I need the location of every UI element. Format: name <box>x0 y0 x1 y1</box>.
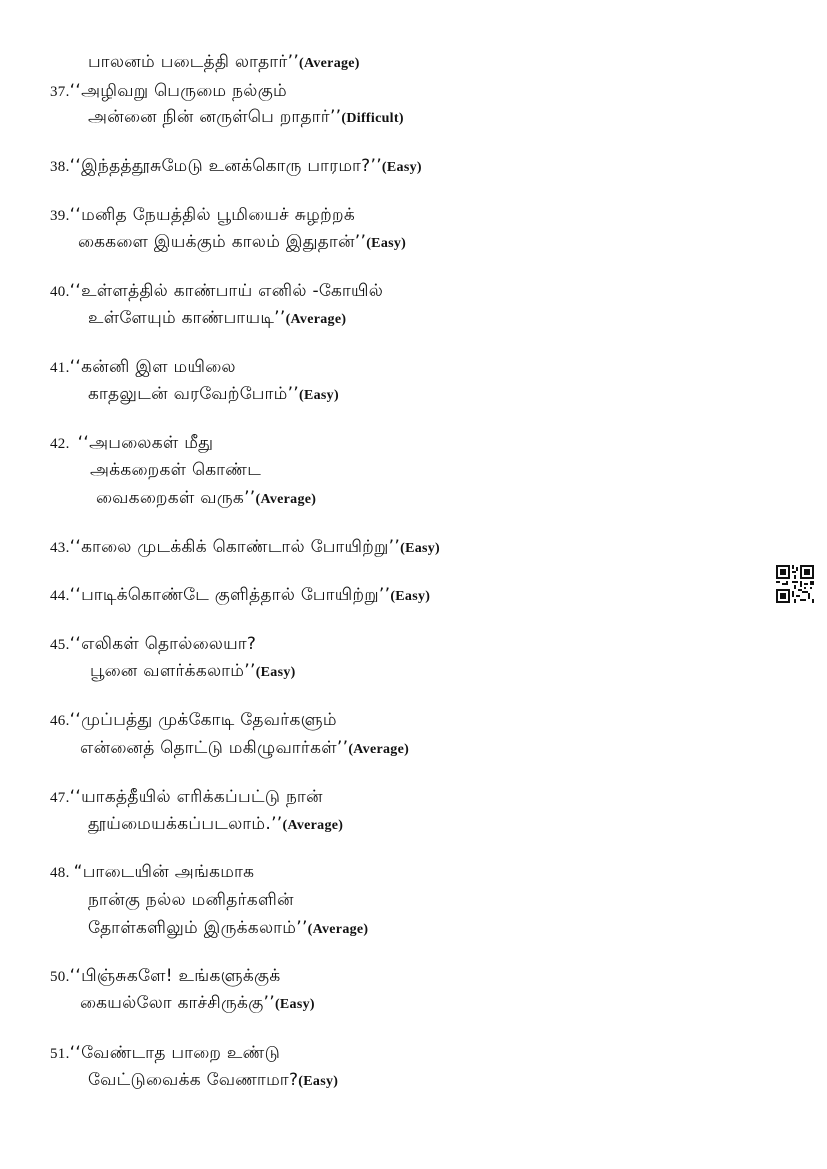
question-line <box>50 155 422 179</box>
quote-text: ‘‘அபலைகள் மீது <box>77 433 214 453</box>
quote-text: ‘‘முப்பத்து முக்கோடி தேவர்களும் <box>69 710 337 730</box>
quote-text: ‘‘வேண்டாத பாறை உண்டு <box>69 1043 281 1063</box>
quote-text: அக்கறைகள் கொண்ட <box>90 460 262 480</box>
quote-text: தூய்மையக்கப்படலாம்.’’ <box>88 814 283 834</box>
question-number: 41. <box>50 360 70 376</box>
quote-text: ‘‘பாடிக்கொண்டே குளித்தால் போயிற்று’’ <box>69 585 391 605</box>
quote-text: அன்னை நின் னருள்பெ றாதார்’’ <box>88 107 342 127</box>
quote-text: “பாடையின் அங்கமாக <box>73 862 255 882</box>
quote-text: ‘‘காலை முடக்கிக் கொண்டால் போயிற்று’’ <box>69 537 401 557</box>
quote-text: வேட்டுவைக்க வேணாமா? <box>88 1070 299 1090</box>
question-line <box>50 584 430 608</box>
question-line <box>78 231 406 255</box>
question-number: 48. <box>50 865 70 881</box>
question-number: 42. <box>50 436 70 452</box>
quote-text: தோள்களிலும் இருக்கலாம்’’ <box>88 918 308 938</box>
difficulty-label: (Average) <box>348 742 410 757</box>
question-line <box>50 633 256 656</box>
qr-code-icon <box>776 565 814 603</box>
quote-text: ‘‘அழிவறு பெருமை நல்கும் <box>69 81 287 101</box>
quote-text: ‘‘இந்தத்தூசுமேடு உனக்கொரு பாரமா?’’ <box>69 156 382 176</box>
question-line <box>50 280 383 303</box>
question-line <box>80 737 409 761</box>
difficulty-label: (Average) <box>255 492 317 507</box>
question-number: 37. <box>50 84 70 100</box>
question-line <box>50 786 323 809</box>
question-number: 50. <box>50 969 70 985</box>
question-line <box>50 356 236 379</box>
question-number: 44. <box>50 588 70 604</box>
question-number: 45. <box>50 637 70 653</box>
quote-text: கையல்லோ காச்சிருக்கு’’ <box>80 993 275 1013</box>
question-number: 51. <box>50 1046 70 1062</box>
question-line <box>50 861 254 884</box>
question-line <box>88 106 404 130</box>
question-number: 39. <box>50 208 70 224</box>
question-line <box>50 709 337 732</box>
question-number: 38. <box>50 159 70 175</box>
question-number: 43. <box>50 540 70 556</box>
question-line <box>88 307 346 331</box>
difficulty-label: (Average) <box>299 56 360 71</box>
quote-text: வைகறைகள் வருக’’ <box>96 488 256 508</box>
question-line <box>50 965 281 988</box>
difficulty-label: (Easy) <box>400 541 441 556</box>
question-number: 46. <box>50 713 70 729</box>
question-line <box>80 992 315 1016</box>
quote-text: என்னைத் தொட்டு மகிழுவார்கள்’’ <box>80 738 349 758</box>
difficulty-label: (Easy) <box>298 1074 339 1089</box>
difficulty-label: (Easy) <box>274 997 315 1012</box>
question-line <box>96 487 316 511</box>
difficulty-label: (Difficult) <box>341 111 404 126</box>
quote-text: ‘‘கன்னி இள மயிலை <box>69 357 236 377</box>
question-line <box>88 813 343 837</box>
difficulty-label: (Easy) <box>255 665 296 680</box>
question-line <box>50 536 440 560</box>
question-line <box>88 383 339 407</box>
quote-text: ‘‘எலிகள் தொல்லையா? <box>69 634 257 654</box>
question-line <box>50 1042 280 1065</box>
quote-text: பாலனம் படைத்தி லாதார்’’ <box>88 52 300 72</box>
quote-text: காதலுடன் வரவேற்போம்’’ <box>88 384 300 404</box>
quote-text: பூனை வளர்க்கலாம்’’ <box>90 661 256 681</box>
question-number: 40. <box>50 284 70 300</box>
question-line <box>50 80 287 103</box>
question-line <box>50 204 355 227</box>
quote-text: நான்கு நல்ல மனிதர்களின் <box>88 890 294 910</box>
question-number: 47. <box>50 790 70 806</box>
question-line <box>88 889 294 911</box>
quote-text: ‘‘மனித நேயத்தில் பூமியைச் சுழற்றக் <box>69 205 356 225</box>
quote-text: ‘‘யாகத்தீயில் எரிக்கப்பட்டு நான் <box>69 787 323 807</box>
quote-text: ‘‘உள்ளத்தில் காண்பாய் எனில் -கோயில் <box>69 281 384 301</box>
quote-text: கைகளை இயக்கும் காலம் இதுதான்’’ <box>78 232 367 252</box>
question-line <box>88 917 368 941</box>
difficulty-label: (Average) <box>307 922 369 937</box>
question-line <box>50 432 213 455</box>
quote-text: உள்ளேயும் காண்பாயடி’’ <box>88 308 286 328</box>
difficulty-label: (Easy) <box>390 589 431 604</box>
difficulty-label: (Easy) <box>299 388 339 403</box>
quote-text: ‘‘பிஞ்சுகளே! உங்களுக்குக் <box>69 966 281 986</box>
difficulty-label: (Easy) <box>366 236 407 251</box>
question-line <box>88 1069 338 1093</box>
question-line <box>88 51 360 75</box>
question-line <box>90 459 261 481</box>
difficulty-label: (Average) <box>282 818 344 833</box>
question-line <box>90 660 296 684</box>
difficulty-label: (Average) <box>285 312 347 327</box>
difficulty-label: (Easy) <box>381 160 422 175</box>
